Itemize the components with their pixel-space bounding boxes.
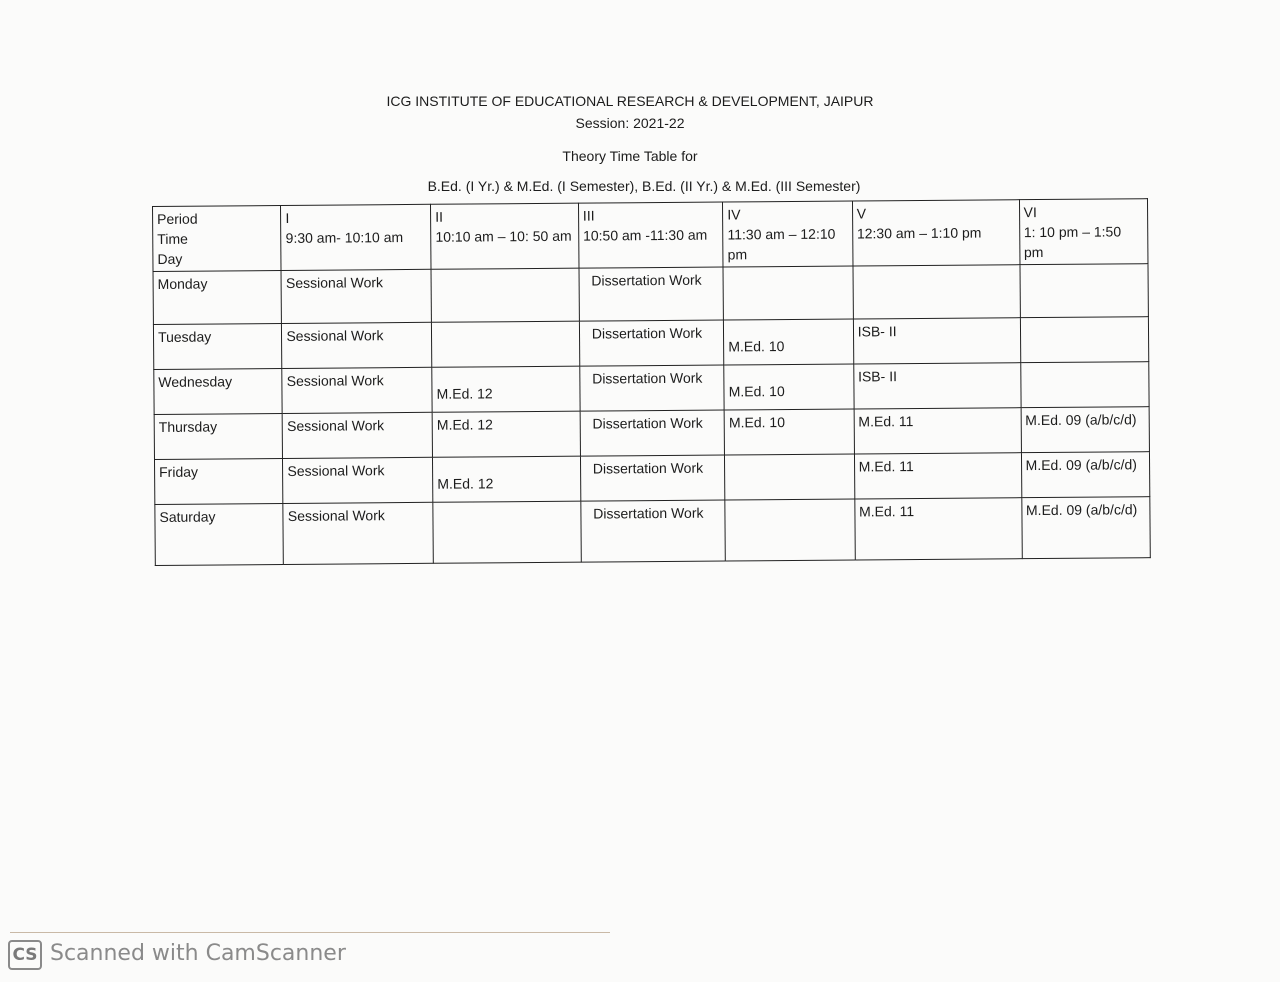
footer-divider bbox=[10, 932, 610, 933]
header-corner-cell bbox=[153, 205, 282, 271]
cell-period-5: ISB- II bbox=[853, 363, 1020, 409]
period-header-6 bbox=[1019, 199, 1148, 265]
table-row-friday bbox=[154, 452, 1149, 505]
day-cell: Tuesday bbox=[153, 323, 282, 369]
session-label: Session: 2021-22 bbox=[575, 115, 685, 131]
day-cell: Friday bbox=[154, 458, 283, 504]
day-cell: Wednesday bbox=[154, 368, 283, 414]
timetable-title: Theory Time Table for bbox=[562, 148, 698, 164]
day-cell: Saturday bbox=[155, 503, 284, 565]
cell-period-2 bbox=[432, 366, 580, 412]
time-label: Time bbox=[157, 230, 188, 247]
period-time: 11:30 am – 12:10 pm bbox=[727, 225, 836, 263]
day-label: Day bbox=[157, 250, 183, 267]
day-cell: Monday bbox=[153, 270, 282, 324]
cell-period-4 bbox=[724, 319, 854, 365]
camscanner-watermark: Scanned with CamScanner bbox=[50, 941, 346, 966]
table-row-wednesday bbox=[154, 362, 1149, 415]
cell-period-5 bbox=[853, 265, 1020, 319]
table-row-saturday bbox=[155, 497, 1150, 566]
table-row-thursday bbox=[154, 407, 1149, 460]
cell-value: M.Ed. 10 bbox=[728, 383, 785, 400]
cell-period-2 bbox=[433, 456, 581, 502]
cell-period-1: Sessional Work bbox=[282, 367, 432, 413]
cell-period-1: Sessional Work bbox=[283, 457, 433, 503]
cell-period-3: Dissertation Work bbox=[580, 365, 725, 411]
cell-period-3: Dissertation Work bbox=[579, 267, 724, 321]
cell-period-3: Dissertation Work bbox=[580, 410, 725, 456]
cell-period-6: M.Ed. 09 (a/b/c/d) bbox=[1021, 452, 1150, 498]
cell-period-5: ISB- II bbox=[853, 318, 1020, 364]
table-row-monday bbox=[153, 264, 1148, 325]
period-number: IV bbox=[727, 206, 741, 223]
cell-period-4 bbox=[725, 454, 855, 500]
cell-period-5: M.Ed. 11 bbox=[854, 498, 1021, 560]
cell-value: M.Ed. 12 bbox=[437, 475, 494, 492]
timetable bbox=[152, 198, 1151, 566]
cell-period-5: M.Ed. 11 bbox=[854, 453, 1021, 499]
camscanner-logo-icon: CS bbox=[8, 940, 42, 970]
cell-period-1: Sessional Work bbox=[282, 322, 432, 368]
header-row bbox=[153, 199, 1148, 272]
period-label: Period bbox=[157, 210, 198, 227]
cell-period-3: Dissertation Work bbox=[579, 320, 724, 366]
period-time: 1: 10 pm – 1:50 pm bbox=[1023, 223, 1122, 261]
period-header-1 bbox=[281, 204, 431, 270]
period-header-3 bbox=[578, 202, 723, 268]
cell-period-3: Dissertation Work bbox=[580, 455, 725, 501]
cell-value: M.Ed. 10 bbox=[728, 338, 785, 355]
period-time: 12:30 am – 1:10 pm bbox=[856, 224, 982, 242]
day-cell: Thursday bbox=[154, 413, 283, 459]
cell-period-4 bbox=[723, 266, 853, 320]
programs-label: B.Ed. (I Yr.) & M.Ed. (I Semester), B.Ed. (II Yr.) & M.Ed. (III Semester) bbox=[427, 178, 861, 194]
cell-period-6: M.Ed. 09 (a/b/c/d) bbox=[1021, 407, 1150, 453]
table-row-tuesday bbox=[153, 317, 1148, 370]
period-time: 10:50 am -11:30 am bbox=[582, 226, 708, 244]
period-header-2 bbox=[431, 203, 579, 269]
institute-name: ICG INSTITUTE OF EDUCATIONAL RESEARCH & DEVELOPMENT, JAIPUR bbox=[386, 93, 874, 109]
cell-period-6 bbox=[1020, 264, 1149, 318]
period-header-4 bbox=[723, 201, 853, 267]
cell-period-1: Sessional Work bbox=[283, 502, 433, 564]
period-number: V bbox=[856, 205, 867, 222]
period-number: III bbox=[582, 207, 595, 224]
period-time: 9:30 am- 10:10 am bbox=[285, 229, 404, 246]
cell-period-2 bbox=[431, 268, 579, 322]
cell-period-4 bbox=[725, 499, 855, 561]
period-header-5 bbox=[852, 200, 1019, 266]
period-number: VI bbox=[1023, 204, 1037, 221]
period-time: 10:10 am – 10: 50 am bbox=[435, 227, 572, 245]
period-number: I bbox=[285, 209, 290, 226]
cell-period-3: Dissertation Work bbox=[581, 500, 726, 562]
cell-period-1: Sessional Work bbox=[283, 412, 433, 458]
cell-period-4: M.Ed. 10 bbox=[724, 409, 854, 455]
cell-period-2: M.Ed. 12 bbox=[432, 411, 580, 457]
cell-period-2 bbox=[432, 321, 580, 367]
cell-period-2 bbox=[433, 501, 581, 563]
cell-period-6: M.Ed. 09 (a/b/c/d) bbox=[1021, 497, 1150, 559]
cell-period-5: M.Ed. 11 bbox=[854, 408, 1021, 454]
period-number: II bbox=[435, 208, 444, 225]
cell-period-6 bbox=[1020, 317, 1149, 363]
cell-value: M.Ed. 12 bbox=[436, 385, 493, 402]
cell-period-4 bbox=[724, 364, 854, 410]
cell-period-1: Sessional Work bbox=[281, 269, 431, 323]
cell-period-6 bbox=[1020, 362, 1149, 408]
